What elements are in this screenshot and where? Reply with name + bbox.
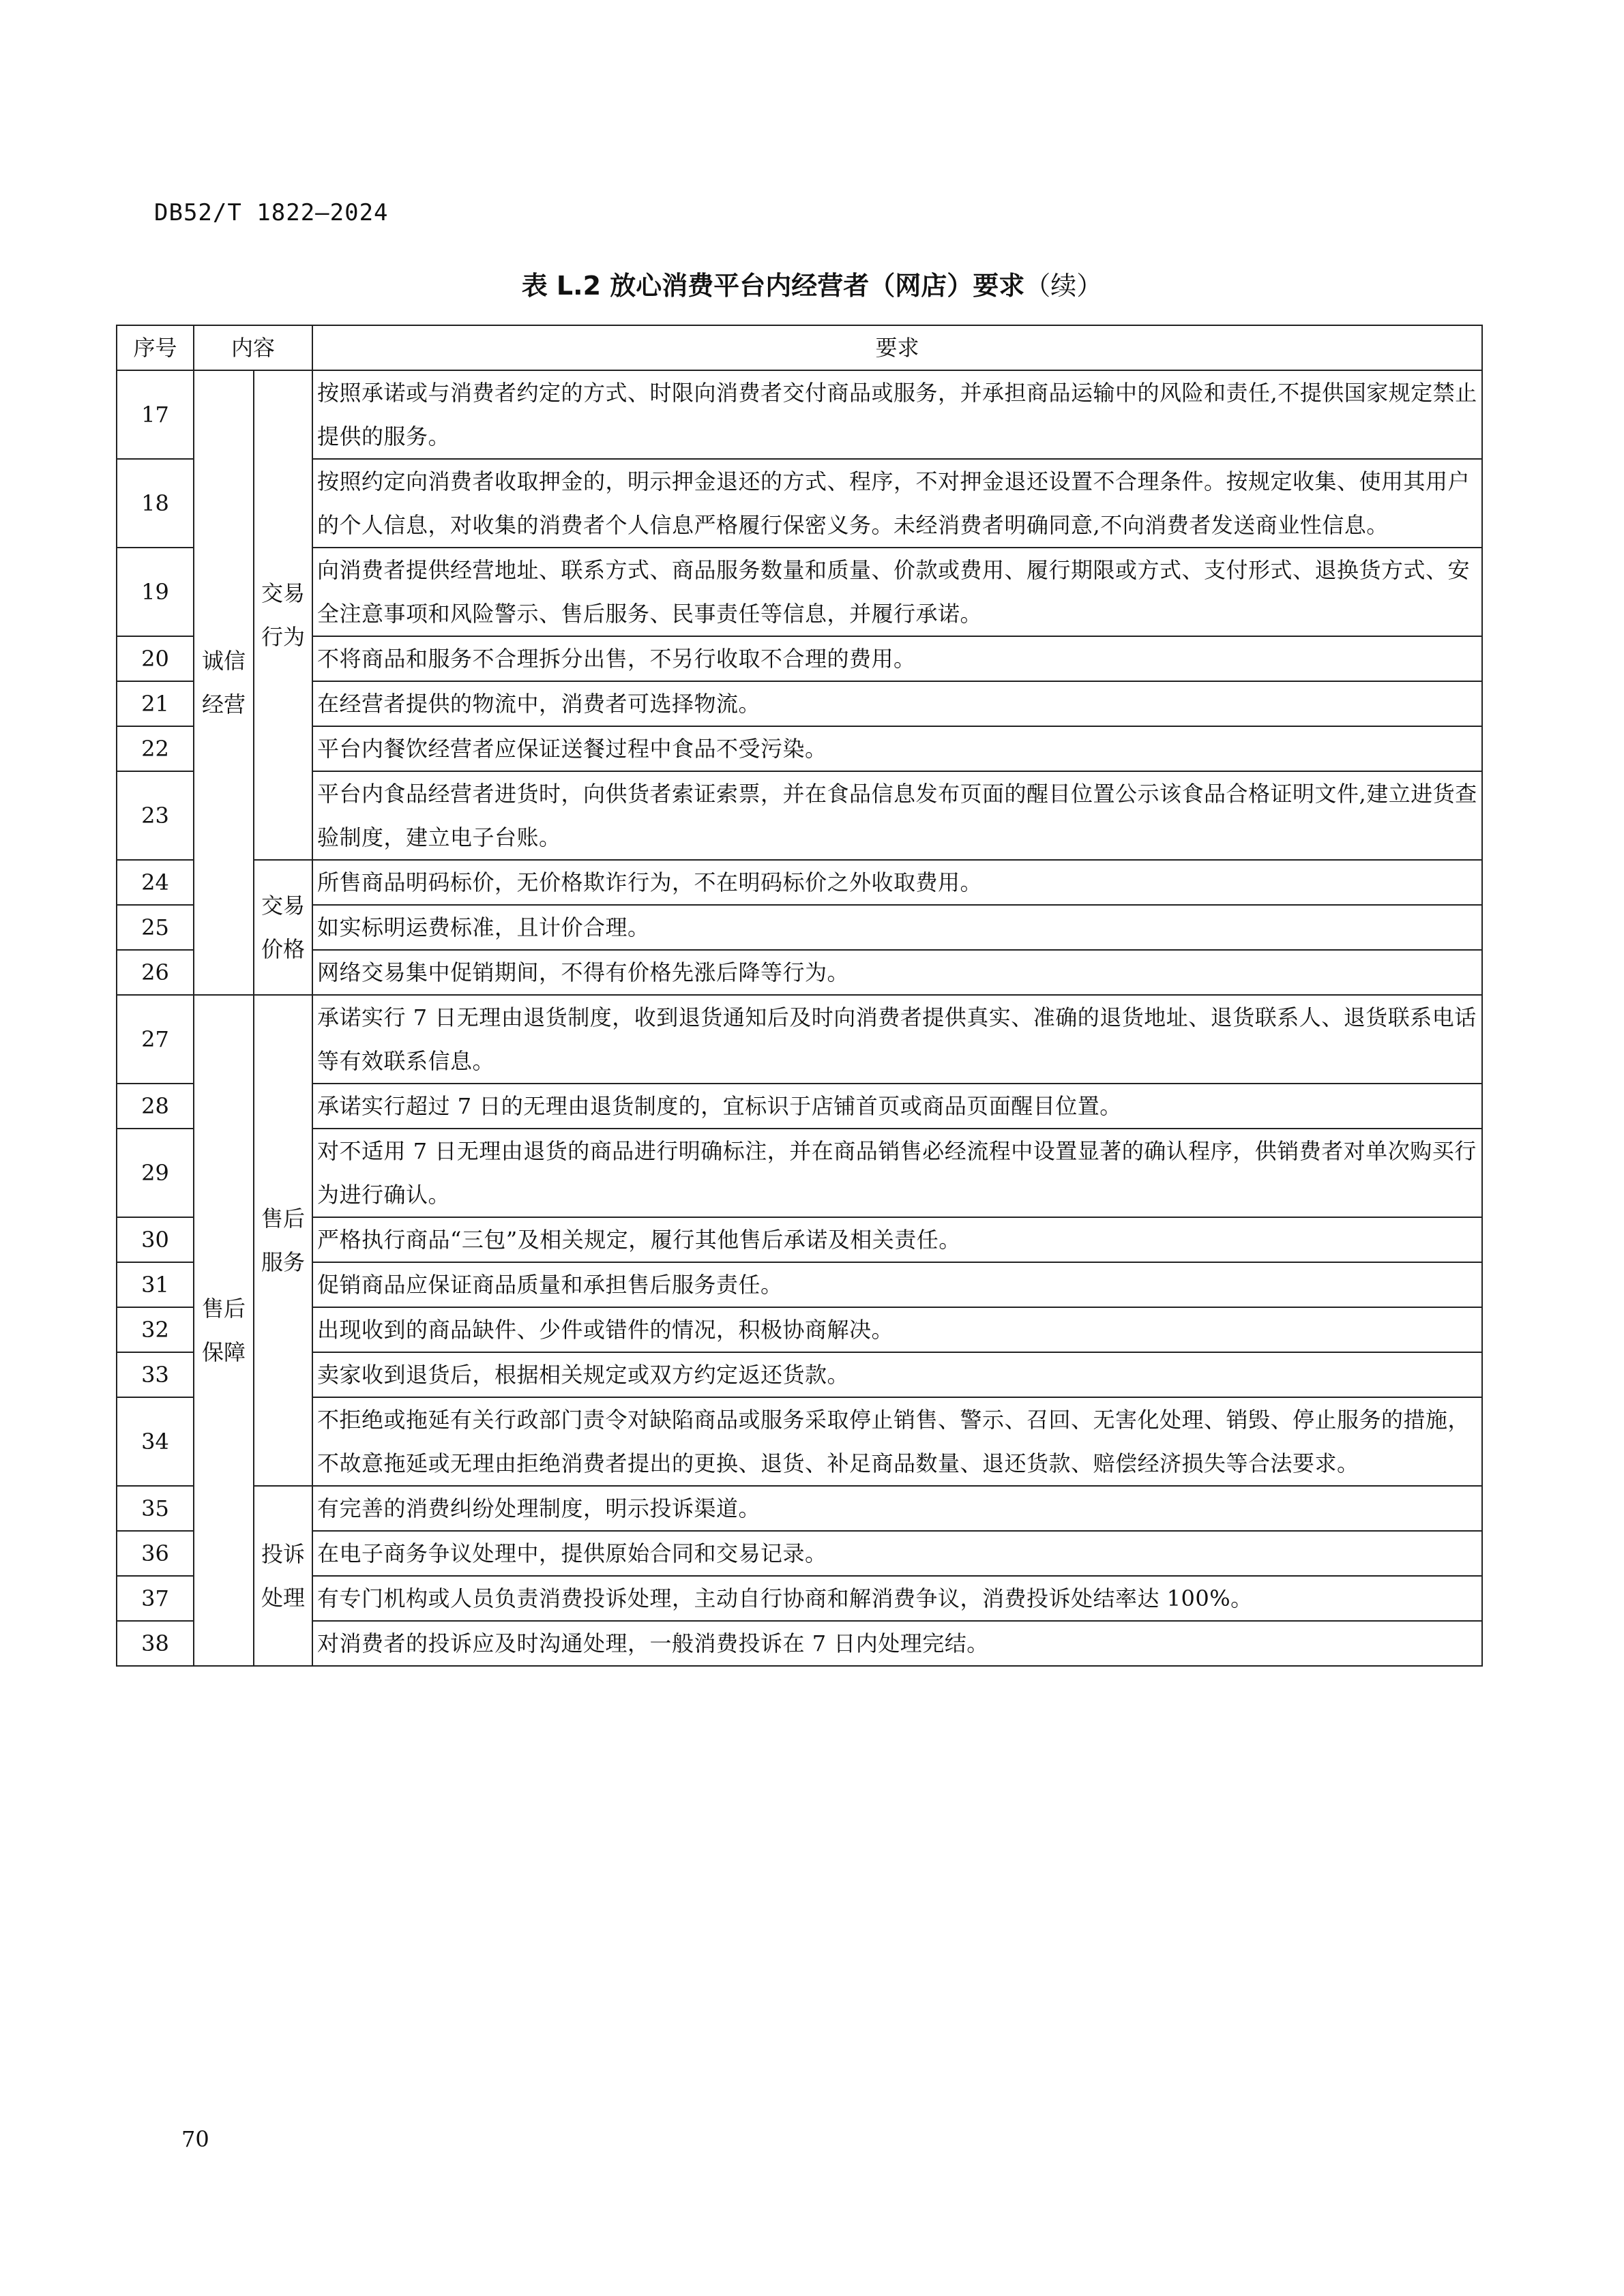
row-number: 21 bbox=[117, 681, 194, 726]
table-row bbox=[117, 1486, 1482, 1531]
row-number: 22 bbox=[117, 726, 194, 771]
table-row bbox=[117, 950, 1482, 995]
table-title bbox=[0, 265, 1624, 302]
table-row bbox=[117, 1621, 1482, 1666]
requirement-text: 不拒绝或拖延有关行政部门责令对缺陷商品或服务采取停止销售、警示、召回、无害化处理、销毁、停止服务的措施，不故意拖延或无理由拒绝消费者提出的更换、退货、补足商品数量、退还货款、赔偿经济损失等合法要求。 bbox=[312, 1397, 1482, 1486]
table-row bbox=[117, 1531, 1482, 1576]
requirement-text: 不将商品和服务不合理拆分出售，不另行收取不合理的费用。 bbox=[312, 636, 1482, 681]
table-row bbox=[117, 905, 1482, 950]
table-row bbox=[117, 1084, 1482, 1129]
table-header-row bbox=[117, 325, 1482, 370]
table-row bbox=[117, 1352, 1482, 1397]
table-row bbox=[117, 1307, 1482, 1352]
row-number: 31 bbox=[117, 1262, 194, 1307]
row-number: 20 bbox=[117, 636, 194, 681]
table-row bbox=[117, 548, 1482, 636]
requirements-table bbox=[116, 325, 1483, 1667]
row-number: 23 bbox=[117, 771, 194, 860]
requirement-text: 在经营者提供的物流中，消费者可选择物流。 bbox=[312, 681, 1482, 726]
row-number: 26 bbox=[117, 950, 194, 995]
row-number: 30 bbox=[117, 1217, 194, 1262]
table-title-main: 表 L.2 放心消费平台内经营者（网店）要求 bbox=[521, 271, 1025, 301]
document-code: DB52/T 1822—2024 bbox=[154, 199, 389, 226]
table-row bbox=[117, 860, 1482, 905]
row-number: 17 bbox=[117, 370, 194, 459]
table-row bbox=[117, 1262, 1482, 1307]
requirement-text: 平台内餐饮经营者应保证送餐过程中食品不受污染。 bbox=[312, 726, 1482, 771]
page-number: 70 bbox=[181, 2126, 209, 2152]
subcategory-price: 交易价格 bbox=[254, 860, 312, 995]
row-number: 38 bbox=[117, 1621, 194, 1666]
requirement-text: 在电子商务争议处理中，提供原始合同和交易记录。 bbox=[312, 1531, 1482, 1576]
row-number: 32 bbox=[117, 1307, 194, 1352]
table-row bbox=[117, 1397, 1482, 1486]
table-title-continued: （续） bbox=[1024, 271, 1103, 301]
requirement-text: 卖家收到退货后，根据相关规定或双方约定返还货款。 bbox=[312, 1352, 1482, 1397]
table-row bbox=[117, 995, 1482, 1084]
row-number: 34 bbox=[117, 1397, 194, 1486]
row-number: 28 bbox=[117, 1084, 194, 1129]
requirement-text: 平台内食品经营者进货时，向供货者索证索票，并在食品信息发布页面的醒目位置公示该食品合格证明文件,建立进货查验制度，建立电子台账。 bbox=[312, 771, 1482, 860]
table-row bbox=[117, 370, 1482, 459]
row-number: 29 bbox=[117, 1129, 194, 1217]
row-number: 18 bbox=[117, 459, 194, 548]
requirement-text: 如实标明运费标准，且计价合理。 bbox=[312, 905, 1482, 950]
requirement-text: 所售商品明码标价，无价格欺诈行为，不在明码标价之外收取费用。 bbox=[312, 860, 1482, 905]
requirement-text: 有专门机构或人员负责消费投诉处理，主动自行协商和解消费争议，消费投诉处结率达 100%。 bbox=[312, 1576, 1482, 1621]
subcategory-service: 售后服务 bbox=[254, 995, 312, 1486]
column-header-no: 序号 bbox=[117, 325, 194, 370]
requirement-text: 严格执行商品“三包”及相关规定，履行其他售后承诺及相关责任。 bbox=[312, 1217, 1482, 1262]
table-row bbox=[117, 681, 1482, 726]
requirement-text: 出现收到的商品缺件、少件或错件的情况，积极协商解决。 bbox=[312, 1307, 1482, 1352]
requirement-text: 对消费者的投诉应及时沟通处理，一般消费投诉在 7 日内处理完结。 bbox=[312, 1621, 1482, 1666]
row-number: 24 bbox=[117, 860, 194, 905]
table-row bbox=[117, 1129, 1482, 1217]
row-number: 25 bbox=[117, 905, 194, 950]
subcategory-transaction: 交易行为 bbox=[254, 370, 312, 860]
row-number: 36 bbox=[117, 1531, 194, 1576]
requirement-text: 按照约定向消费者收取押金的，明示押金退还的方式、程序，不对押金退还设置不合理条件。按规定收集、使用其用户的个人信息，对收集的消费者个人信息严格履行保密义务。未经消费者明确同意,不向消费者发送商业性信息。 bbox=[312, 459, 1482, 548]
row-number: 33 bbox=[117, 1352, 194, 1397]
requirement-text: 按照承诺或与消费者约定的方式、时限向消费者交付商品或服务，并承担商品运输中的风险和责任,不提供国家规定禁止提供的服务。 bbox=[312, 370, 1482, 459]
requirement-text: 促销商品应保证商品质量和承担售后服务责任。 bbox=[312, 1262, 1482, 1307]
table-row bbox=[117, 771, 1482, 860]
requirement-text: 承诺实行 7 日无理由退货制度，收到退货通知后及时向消费者提供真实、准确的退货地址、退货联系人、退货联系电话等有效联系信息。 bbox=[312, 995, 1482, 1084]
table-row bbox=[117, 1576, 1482, 1621]
table-row bbox=[117, 636, 1482, 681]
row-number: 37 bbox=[117, 1576, 194, 1621]
column-header-content: 内容 bbox=[194, 325, 312, 370]
table-row bbox=[117, 726, 1482, 771]
column-header-requirement: 要求 bbox=[312, 325, 1482, 370]
row-number: 35 bbox=[117, 1486, 194, 1531]
requirement-text: 承诺实行超过 7 日的无理由退货制度的，宜标识于店铺首页或商品页面醒目位置。 bbox=[312, 1084, 1482, 1129]
requirement-text: 对不适用 7 日无理由退货的商品进行明确标注，并在商品销售必经流程中设置显著的确认程序，供销费者对单次购买行为进行确认。 bbox=[312, 1129, 1482, 1217]
table-row bbox=[117, 1217, 1482, 1262]
subcategory-complaint: 投诉处理 bbox=[254, 1486, 312, 1666]
category-integrity: 诚信经营 bbox=[194, 370, 254, 995]
requirement-text: 向消费者提供经营地址、联系方式、商品服务数量和质量、价款或费用、履行期限或方式、支付形式、退换货方式、安全注意事项和风险警示、售后服务、民事责任等信息，并履行承诺。 bbox=[312, 548, 1482, 636]
requirement-text: 有完善的消费纠纷处理制度，明示投诉渠道。 bbox=[312, 1486, 1482, 1531]
table-row bbox=[117, 459, 1482, 548]
row-number: 27 bbox=[117, 995, 194, 1084]
row-number: 19 bbox=[117, 548, 194, 636]
category-after-sales: 售后保障 bbox=[194, 995, 254, 1666]
requirement-text: 网络交易集中促销期间，不得有价格先涨后降等行为。 bbox=[312, 950, 1482, 995]
